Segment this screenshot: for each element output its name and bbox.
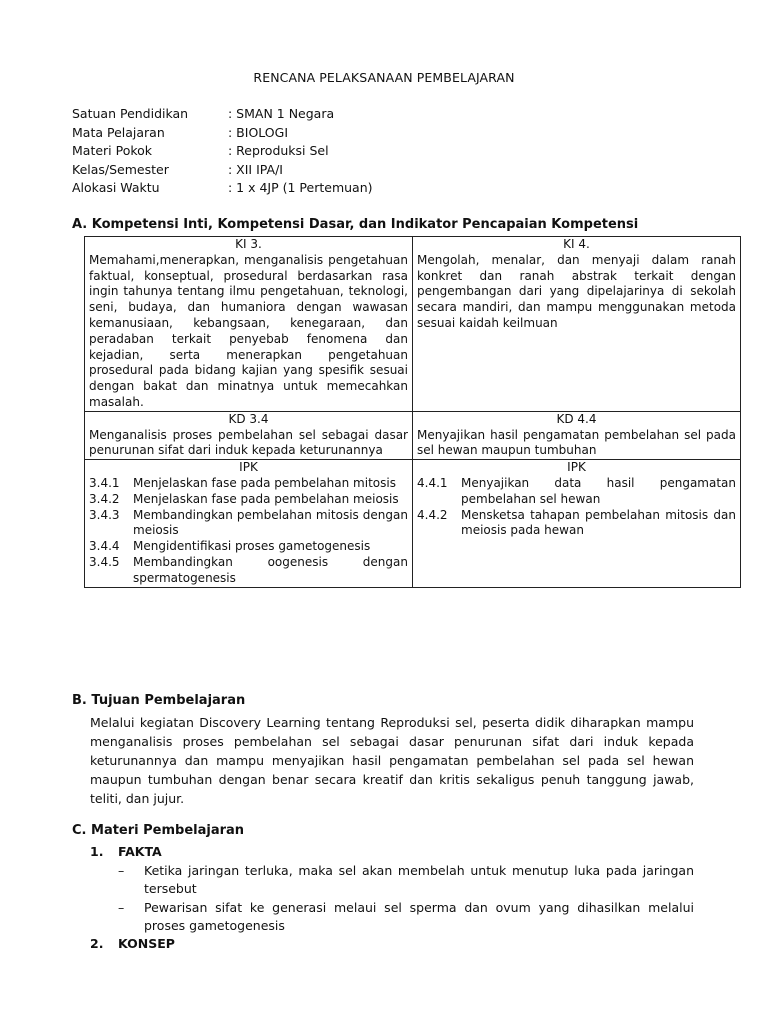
fakta-bullet bbox=[118, 862, 694, 898]
meta-key: Materi Pokok bbox=[72, 143, 153, 158]
ki4-cell bbox=[413, 237, 741, 412]
meta-key: Mata Pelajaran bbox=[72, 124, 165, 140]
meta-row-mapel bbox=[72, 124, 373, 143]
ipk-left-cell bbox=[85, 460, 413, 587]
ipk-text: Mengidentifikasi proses gametogenesis bbox=[133, 539, 371, 554]
meta-key: Alokasi Waktu bbox=[72, 180, 160, 195]
ipk-number: 3.4.3 bbox=[89, 507, 120, 522]
ipk-left-heading: IPK bbox=[239, 460, 258, 475]
ipk-text: Membandingkan oogenesis dengan spermatogenesis bbox=[133, 554, 408, 585]
table-row-ipk bbox=[85, 460, 741, 587]
materi-item-number: 2. bbox=[90, 936, 104, 951]
kd44-cell bbox=[413, 411, 741, 459]
kd34-heading: KD 3.4 bbox=[228, 411, 269, 426]
ipk-text: Mensketsa tahapan pembelahan mitosis dan meiosis pada hewan bbox=[461, 507, 736, 538]
section-b-paragraph: Melalui kegiatan Discovery Learning tentang Reproduksi sel, peserta didik diharapkan mampu menganalisis proses pembelahan sel sebagai dasar penurunan sifat dari induk kepada keturunannya dan mampu menyajikan hasil pengamatan pembelahan sel pada sel hewan maupun tumbuhan dengan benar secara kreatif dan kritis sekaligus penuh tanggung jawab, teliti, dan jujur. bbox=[90, 715, 694, 806]
meta-row-materi bbox=[72, 142, 373, 161]
ipk-item bbox=[89, 508, 408, 540]
ipk-text: Membandingkan pembelahan mitosis dengan meiosis bbox=[133, 507, 408, 538]
kd44-heading: KD 4.4 bbox=[556, 411, 597, 426]
ki3-text: Memahami,menerapkan, menganalisis pengetahuan faktual, konseptual, prosedural berdasarkan rasa ingin tahunya tentang ilmu pengetahuan, teknologi, seni, budaya, dan humaniora dengan wawasan kemanusiaan, kebangsaan, kenegaraan, dan peradaban terkait penyebab fenomena dan kejadian, serta menerapkan pengetahuan prosedural pada bidang kajian yang spesifik sesuai dengan bakat dan minatnya untuk memecahkan masalah. bbox=[89, 252, 408, 409]
ipk-item bbox=[417, 476, 736, 508]
ipk-item bbox=[417, 508, 736, 540]
materi-item-konsep bbox=[90, 936, 175, 951]
bullet-text: Pewarisan sifat ke generasi melaui sel sperma dan ovum yang dihasilkan melalui proses gametogenesis bbox=[144, 900, 694, 933]
materi-item-fakta bbox=[90, 844, 162, 859]
bullet-dash: – bbox=[118, 863, 125, 878]
materi-item-number: 1. bbox=[90, 844, 104, 859]
ipk-item bbox=[89, 476, 408, 492]
ipk-text: Menjelaskan fase pada pembelahan mitosis bbox=[133, 475, 396, 490]
materi-item-label: FAKTA bbox=[118, 844, 162, 859]
table-row-kd bbox=[85, 411, 741, 459]
ipk-number: 3.4.4 bbox=[89, 539, 120, 554]
ipk-right-heading: IPK bbox=[567, 460, 586, 475]
fakta-bullet bbox=[118, 899, 694, 935]
meta-key: Kelas/Semester bbox=[72, 161, 169, 177]
ipk-number: 4.4.2 bbox=[417, 507, 448, 522]
materi-item-label: KONSEP bbox=[118, 936, 175, 951]
ipk-number: 3.4.5 bbox=[89, 554, 120, 569]
section-b-heading: B. Tujuan Pembelajaran bbox=[72, 693, 246, 708]
kd44-text: Menyajikan hasil pengamatan pembelahan sel pada sel hewan maupun tumbuhan bbox=[417, 427, 736, 458]
ki3-cell bbox=[85, 237, 413, 412]
bullet-text: Ketika jaringan terluka, maka sel akan membelah untuk menutup luka pada jaringan tersebut bbox=[144, 863, 694, 896]
meta-value: : BIOLOGI bbox=[228, 124, 289, 140]
kd34-text: Menganalisis proses pembelahan sel sebagai dasar penurunan sifat dari induk kepada keturunannya bbox=[89, 427, 408, 458]
meta-row-kelas bbox=[72, 161, 373, 180]
ipk-text: Menyajikan data hasil pengamatan pembelahan sel hewan bbox=[461, 475, 736, 506]
competency-table bbox=[84, 236, 741, 588]
section-a-heading: A. Kompetensi Inti, Kompetensi Dasar, dan Indikator Pencapaian Kompetensi bbox=[72, 217, 639, 232]
ipk-item bbox=[89, 492, 408, 508]
meta-row-satuan bbox=[72, 105, 373, 124]
meta-value: : XII IPA/I bbox=[228, 161, 283, 177]
document-title: RENCANA PELAKSANAAN PEMBELAJARAN bbox=[253, 70, 515, 85]
identity-block bbox=[72, 105, 373, 198]
ipk-number: 3.4.1 bbox=[89, 475, 120, 490]
ipk-number: 4.4.1 bbox=[417, 475, 448, 490]
meta-value: : 1 x 4JP (1 Pertemuan) bbox=[228, 180, 373, 195]
ipk-number: 3.4.2 bbox=[89, 491, 120, 506]
ipk-item bbox=[89, 555, 408, 587]
ipk-text: Menjelaskan fase pada pembelahan meiosis bbox=[133, 491, 399, 506]
bullet-dash: – bbox=[118, 900, 125, 915]
section-c-heading: C. Materi Pembelajaran bbox=[72, 823, 245, 838]
ki3-heading: KI 3. bbox=[235, 237, 262, 251]
table-row-ki bbox=[85, 237, 741, 412]
meta-value: : Reproduksi Sel bbox=[228, 143, 329, 158]
ki4-text: Mengolah, menalar, dan menyaji dalam ranah konkret dan ranah abstrak terkait dengan pengembangan dari yang dipelajarinya di sekolah secara mandiri, dan mampu menggunakan metoda sesuai kaidah keilmuan bbox=[417, 252, 736, 330]
ipk-item bbox=[89, 539, 408, 555]
ipk-right-cell bbox=[413, 460, 741, 587]
kd34-cell bbox=[85, 411, 413, 459]
meta-value: : SMAN 1 Negara bbox=[228, 106, 335, 121]
meta-key: Satuan Pendidikan bbox=[72, 106, 189, 121]
meta-row-alokasi bbox=[72, 179, 373, 198]
ki4-heading: KI 4. bbox=[563, 237, 590, 251]
